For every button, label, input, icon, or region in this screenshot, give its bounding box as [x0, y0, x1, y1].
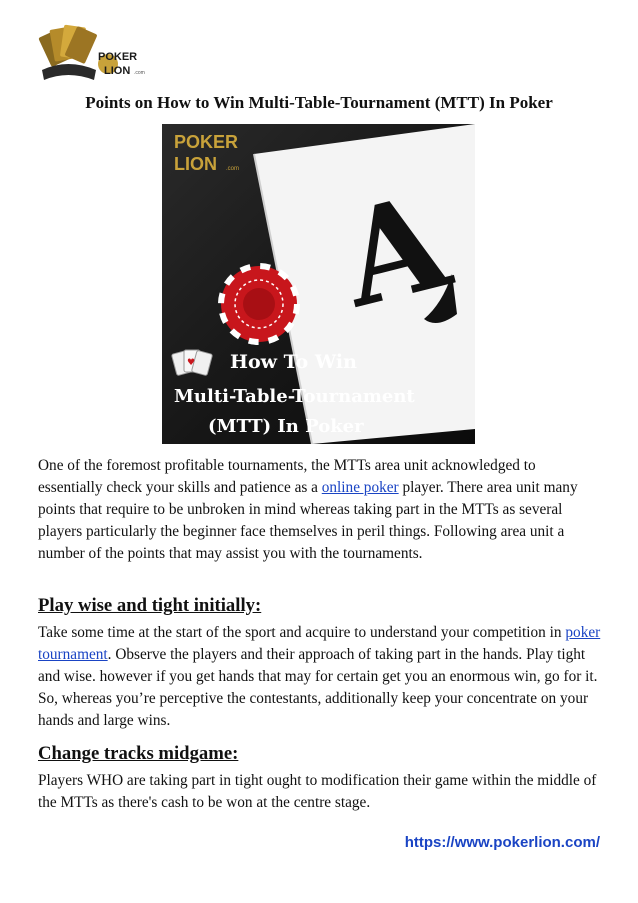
section1-text-after: . Observe the players and their approach of taking part in the hands. Play tight and wise. however if you get hands that may for certain get you an enormous win, go for it. So, whereas you’re perceptive the contestants, additionally keep your concentrate on your hands and large wins. [38, 646, 598, 729]
online-poker-link[interactable]: online poker [321, 479, 399, 496]
cards-fan-icon [171, 350, 212, 376]
logo-poker-text: POKER [98, 51, 138, 63]
page-title: Points on How to Win Multi-Table-Tournament (MTT) In Poker [85, 93, 553, 112]
footer-url-link[interactable]: https://www.pokerlion.com/ [404, 834, 600, 851]
intro-text-after: player. There area unit many points that require to be unbroken in mind whereas taking part in the MTTs as several players particularly the beginner face themselves in peril things. Following area unit a number of the points that may assist you with the tournaments. [38, 479, 578, 562]
section1-paragraph [38, 622, 604, 732]
hero-logo-lion: LION [174, 154, 217, 174]
hero-logo-suffix: .com [226, 166, 240, 172]
poker-chip-icon [221, 266, 297, 342]
section-heading-change-tracks: Change tracks midgame: [38, 743, 239, 764]
hero-caption-line2: Multi-Table-Tournament [174, 386, 415, 407]
logo-suffix-text: .com [134, 70, 145, 76]
intro-text-before: One of the foremost profitable tournaments, the MTTs area unit acknowledged to essentially check your skills and patience as a [38, 457, 536, 496]
hero-image [162, 124, 475, 444]
intro-paragraph [38, 455, 604, 565]
section2-text: Players WHO are taking part in tight ought to modification their game within the middle of the MTTs as there's cash to be won at the centre stage. [38, 772, 597, 811]
playing-cards-icon [38, 25, 97, 80]
ace-letter: A [326, 164, 462, 338]
hero-caption-line3: (MTT) In Poker [208, 416, 364, 437]
hero-logo-poker: POKER [174, 132, 239, 152]
section1-text-before: Take some time at the start of the sport and acquire to understand your competition in [38, 624, 566, 641]
section-heading-play-wise: Play wise and tight initially: [38, 595, 262, 616]
svg-text:♥: ♥ [187, 358, 196, 368]
poker-tournament-link[interactable]: poker tournament [38, 624, 601, 663]
logo-lion-text: LION [104, 65, 131, 77]
pokerlion-logo [38, 20, 150, 90]
section2-paragraph [38, 770, 604, 814]
hero-caption-line1: How To Win [230, 351, 357, 373]
